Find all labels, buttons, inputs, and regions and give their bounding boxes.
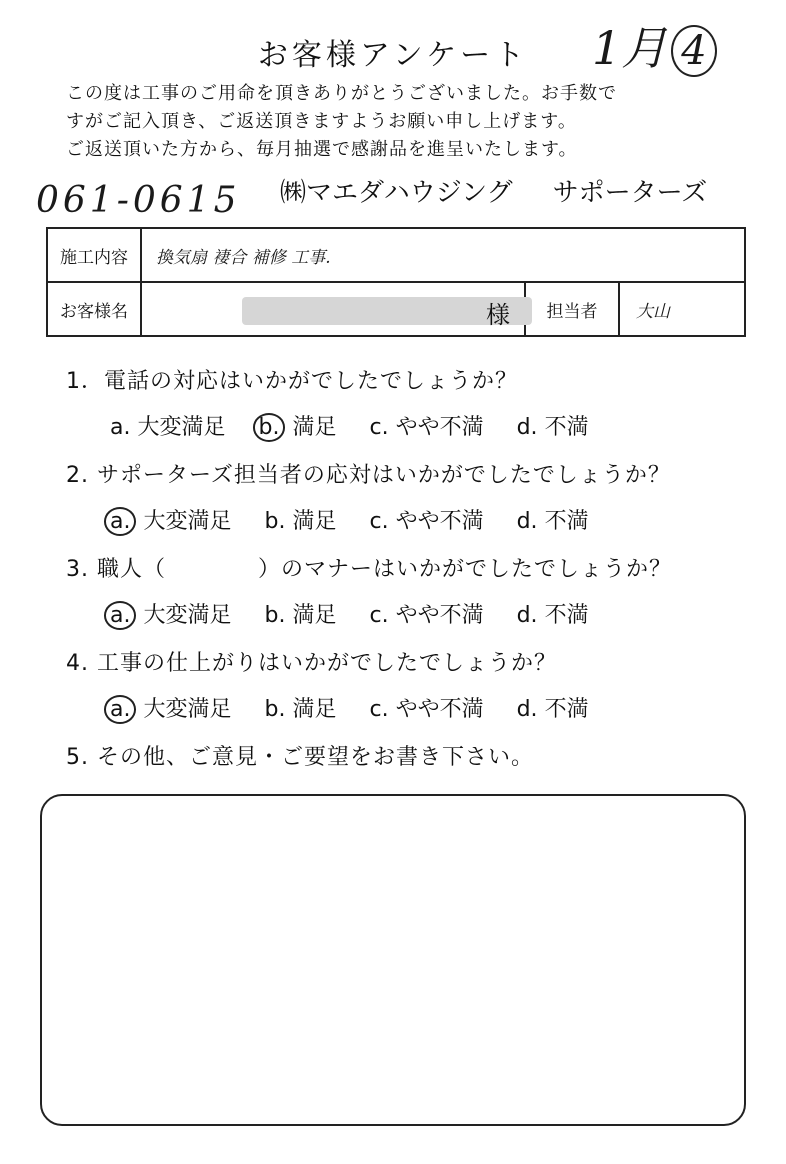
postal-code: 061-0615 — [36, 180, 241, 221]
intro-line: すがご記入頂き、ご返送頂きますようお願い申し上げます。 — [66, 111, 577, 132]
option-key: c. — [369, 509, 389, 534]
intro-text — [66, 80, 617, 164]
option-key: c. — [369, 415, 389, 440]
question-2: 2. サポーターズ担当者の応対はいかがでしたでしょうか？ — [66, 463, 671, 488]
option-key: a. — [104, 507, 136, 536]
option-text: 満足 — [292, 509, 337, 534]
question-3: 3. 職人（ ）のマナーはいかがでしたでしょうか？ — [66, 557, 672, 582]
comments-box[interactable] — [40, 794, 746, 1126]
option-2c[interactable] — [369, 504, 483, 535]
option-3b[interactable] — [265, 598, 337, 629]
month-stamp-text: 1月 — [592, 21, 668, 75]
option-1c[interactable] — [369, 410, 483, 441]
month-stamp-number: 4 — [671, 25, 716, 77]
option-text: やや不満 — [395, 415, 484, 440]
option-key: c. — [369, 603, 389, 628]
option-2a[interactable] — [110, 504, 232, 535]
option-text: 不満 — [544, 415, 589, 440]
option-3d[interactable] — [517, 598, 589, 629]
option-3a[interactable] — [110, 598, 232, 629]
option-4b[interactable] — [265, 692, 337, 723]
option-text: やや不満 — [395, 509, 484, 534]
option-key: a. — [104, 601, 136, 630]
staff-value[interactable]: 大山 — [619, 282, 745, 336]
customer-suffix: 様 — [486, 301, 510, 329]
option-1b[interactable] — [259, 410, 337, 441]
options-2 — [110, 504, 615, 535]
option-key: b. — [264, 509, 286, 534]
option-4c[interactable] — [369, 692, 483, 723]
info-table — [46, 227, 746, 337]
option-key: a. — [110, 415, 131, 440]
option-text: 満足 — [292, 697, 337, 722]
option-2b[interactable] — [265, 504, 337, 535]
question-5: 5. その他、ご意見・ご要望をお書き下さい。 — [66, 745, 534, 770]
customer-name-field[interactable] — [141, 282, 525, 336]
options-1 — [110, 410, 615, 441]
work-value[interactable]: 換気扇 褄合 補修 工事. — [141, 228, 745, 282]
option-key: d. — [516, 415, 538, 440]
option-text: 大変満足 — [143, 603, 232, 628]
option-key: b. — [264, 697, 286, 722]
option-3c[interactable] — [369, 598, 483, 629]
option-text: 不満 — [544, 603, 589, 628]
option-4a[interactable] — [110, 692, 232, 723]
option-key: b. — [264, 603, 286, 628]
option-key: d. — [516, 509, 538, 534]
option-key: d. — [516, 697, 538, 722]
option-text: 不満 — [544, 697, 589, 722]
intro-line: ご返送頂いた方から、毎月抽選で感謝品を進呈いたします。 — [66, 139, 578, 160]
option-key: a. — [104, 695, 136, 724]
option-text: やや不満 — [395, 603, 484, 628]
customer-label: お客様名 — [47, 282, 141, 336]
company-name-text: ㈱マエダハウジング — [280, 178, 513, 208]
option-text: 不満 — [544, 509, 589, 534]
options-4 — [110, 692, 615, 723]
option-4d[interactable] — [517, 692, 589, 723]
option-text: 大変満足 — [143, 697, 232, 722]
option-key: b. — [253, 413, 286, 442]
option-1d[interactable] — [517, 410, 589, 441]
work-label: 施工内容 — [47, 228, 141, 282]
option-text: 大変満足 — [143, 509, 232, 534]
month-stamp — [592, 12, 717, 78]
options-3 — [110, 598, 615, 629]
company-name — [280, 172, 707, 209]
question-1: 1．電話の対応はいかがでしたでしょうか？ — [66, 369, 518, 394]
option-text: 満足 — [292, 603, 337, 628]
option-key: c. — [369, 697, 389, 722]
option-2d[interactable] — [517, 504, 589, 535]
option-text: 大変満足 — [137, 415, 226, 440]
option-text: 満足 — [292, 415, 337, 440]
option-key: d. — [516, 603, 538, 628]
option-1a[interactable] — [110, 410, 226, 441]
intro-line: この度は工事のご用命を頂きありがとうございました。お手数で — [66, 83, 617, 104]
company-suffix: サポーターズ — [552, 178, 708, 208]
form-title: お客様アンケート — [257, 38, 529, 73]
question-4: 4. 工事の仕上がりはいかがでしたでしょうか？ — [66, 651, 557, 676]
staff-label: 担当者 — [525, 282, 619, 336]
option-text: やや不満 — [395, 697, 484, 722]
